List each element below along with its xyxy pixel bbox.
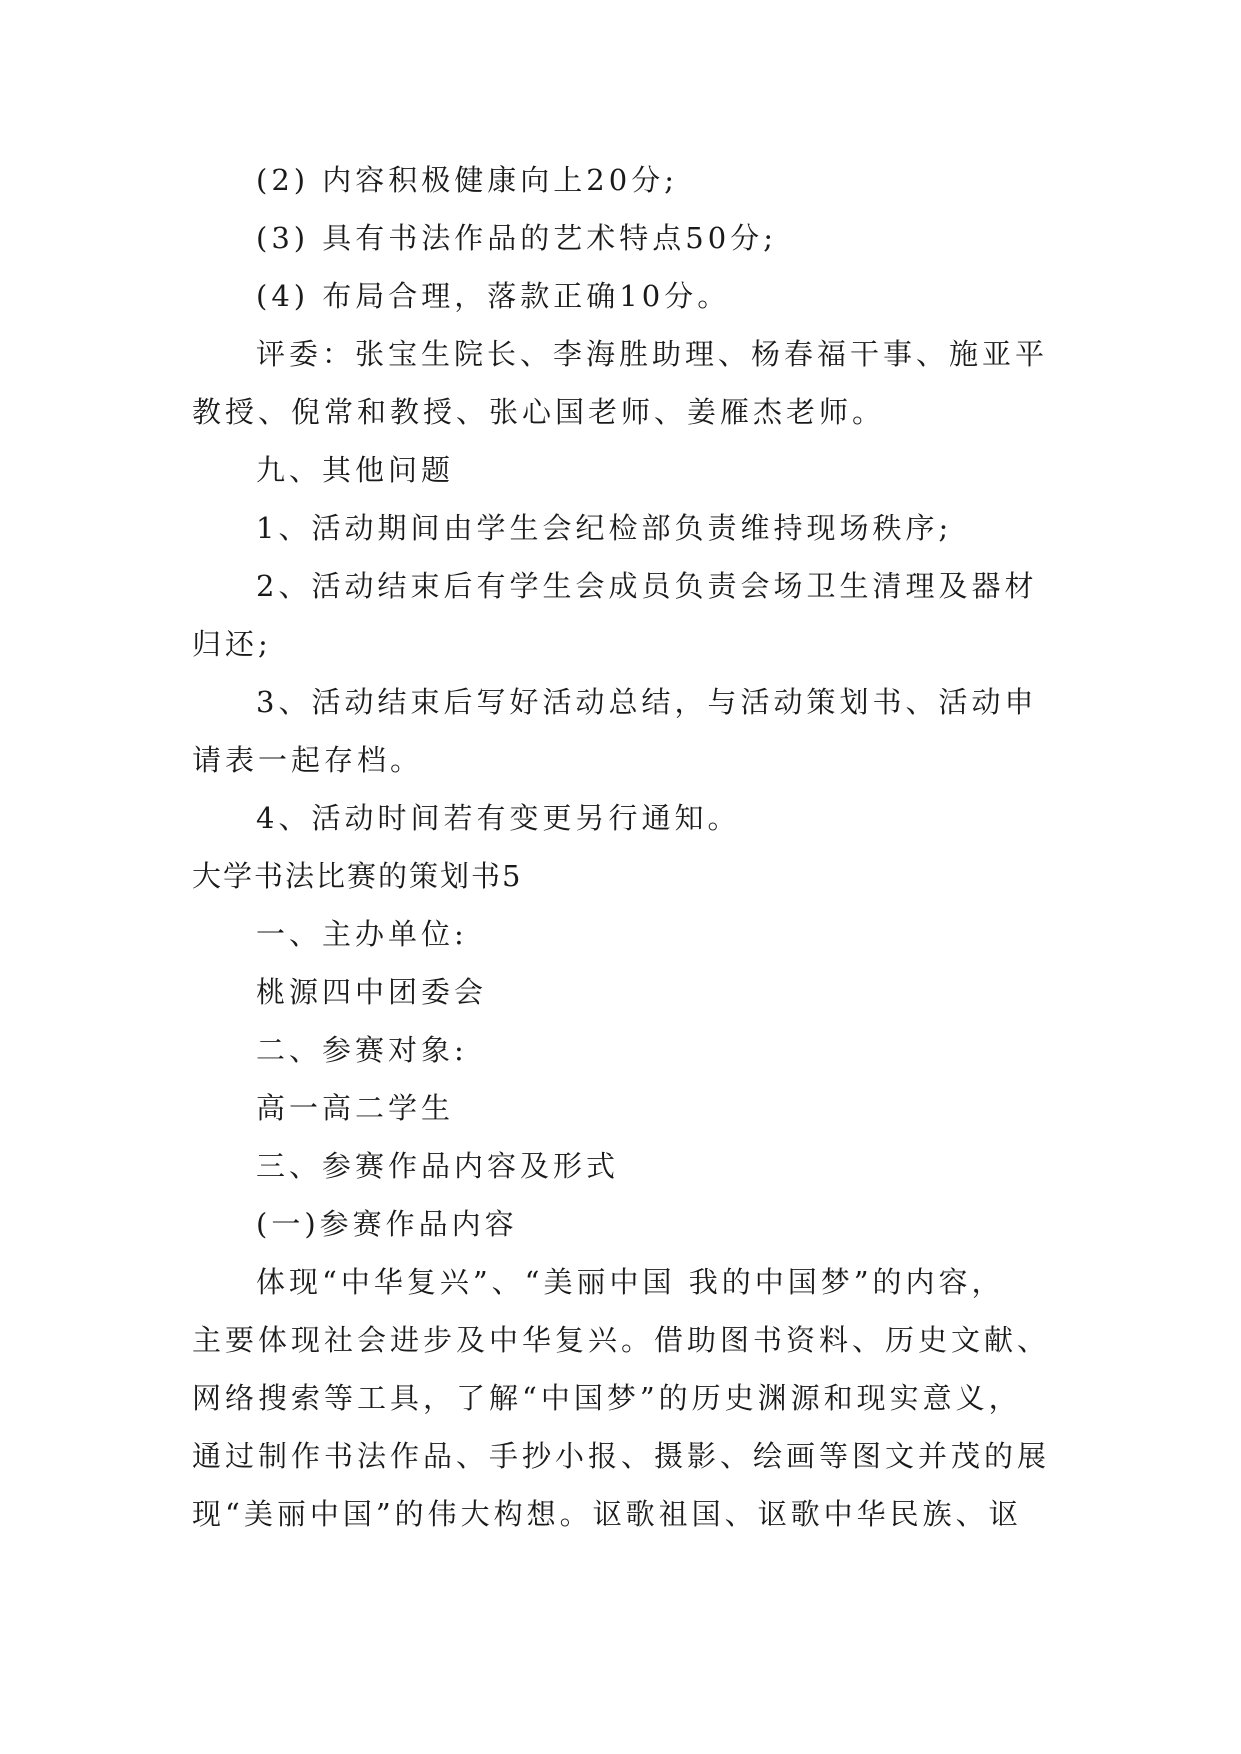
section-heading-other-issues: 九、其他问题: [256, 453, 455, 487]
section-heading-content-form: 三、参赛作品内容及形式: [256, 1149, 620, 1183]
section-heading-organizer: 一、主办单位:: [256, 917, 468, 951]
other-issue-2-line-2: 归还;: [192, 627, 272, 661]
section-heading-participants: 二、参赛对象:: [256, 1033, 468, 1067]
other-issue-1: 1、活动期间由学生会纪检部负责维持现场秩序;: [256, 511, 953, 545]
scoring-item-3: (3) 具有书法作品的艺术特点50分;: [256, 221, 777, 255]
judges-paragraph-line-2: 教授、倪常和教授、张心国老师、姜雁杰老师。: [192, 395, 886, 429]
other-issue-3-line-2: 请表一起存档。: [192, 743, 424, 777]
content-paragraph-line-5: 现“美丽中国”的伟大构想。讴歌祖国、讴歌中华民族、讴: [192, 1497, 1022, 1531]
judges-paragraph-line-1: 评委：张宝生院长、李海胜助理、杨春福干事、施亚平: [256, 337, 1049, 371]
content-paragraph-line-4: 通过制作书法作品、手抄小报、摄影、绘画等图文并茂的展: [192, 1439, 1051, 1473]
content-paragraph-line-3: 网络搜索等工具，了解“中国梦”的历史渊源和现实意义，: [192, 1381, 1022, 1415]
content-paragraph-line-1: 体现“中华复兴”、“美丽中国 我的中国梦”的内容，: [256, 1265, 1005, 1299]
content-paragraph-line-2: 主要体现社会进步及中华复兴。借助图书资料、历史文献、: [192, 1323, 1051, 1357]
other-issue-3-line-1: 3、活动结束后写好活动总结，与活动策划书、活动申: [256, 685, 1038, 719]
other-issue-4: 4、活动时间若有变更另行通知。: [256, 801, 741, 835]
other-issue-2-line-1: 2、活动结束后有学生会成员负责会场卫生清理及器材: [256, 569, 1038, 603]
document-title: 大学书法比赛的策划书5: [192, 859, 523, 893]
participants-value: 高一高二学生: [256, 1091, 455, 1125]
scoring-item-2: (2) 内容积极健康向上20分;: [256, 163, 678, 197]
organizer-value: 桃源四中团委会: [256, 975, 488, 1009]
subheading-content: (一)参赛作品内容: [256, 1207, 518, 1241]
scoring-item-4: (4) 布局合理，落款正确10分。: [256, 279, 731, 313]
